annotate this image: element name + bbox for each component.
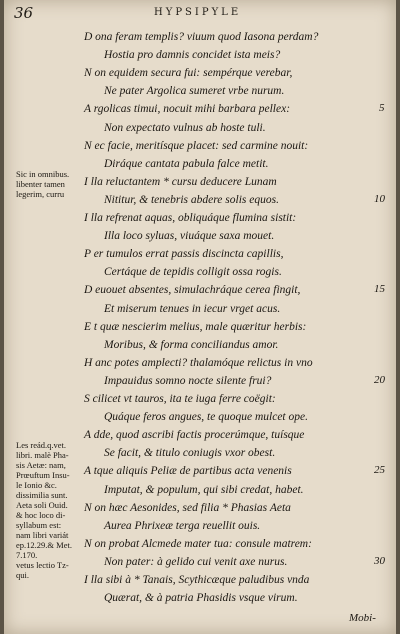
margin-note-line: syllabum est: (16, 520, 62, 531)
verse-line: Et miserum tenues in iecur vrget acus. (104, 302, 281, 315)
verse-line: A tque aliquis Peliæ de partibus acta venenis (84, 465, 292, 478)
margin-note-line: dissimilia sunt. (16, 490, 68, 501)
page-header (4, 4, 396, 22)
verse-line: Moribus, & forma conciliandus amor. (104, 338, 279, 351)
margin-note (16, 169, 86, 199)
line-number: 25 (374, 464, 385, 477)
margin-note-line: sis Aetæ: nam, (16, 460, 66, 471)
line-number: 10 (374, 192, 385, 205)
margin-note-line: Aeta soli Ouid. (16, 500, 68, 511)
margin-note-line: Sic in omnibus. (16, 168, 70, 179)
book-page (4, 0, 396, 634)
verse-line: Quáque feros angues, te quoque mulcet ope. (104, 411, 308, 424)
line-number: 15 (374, 283, 385, 296)
verse-line: N on hæc Aesonides, sed filia * Phasias Aeta (84, 501, 291, 514)
page-number: 36 (14, 4, 34, 22)
verse-line: Imputat, & populum, qui sibi credat, habet. (104, 483, 304, 496)
margin-note-line: le Ionio &c. (16, 480, 57, 491)
verse-line: Nititur, & tenebris abdere solis equos. (104, 193, 279, 206)
margin-note (16, 440, 86, 580)
verse-line: S cilicet vt tauros, ita te iuga ferre coëgit: (84, 393, 276, 405)
verse-line: A rgolicas timui, nocuit mihi barbara pellex: (84, 103, 291, 116)
margin-note-line: legerim, curru (16, 188, 65, 199)
verse-line: N ec facie, meritísque placet: sed carmine nouit: (84, 139, 309, 152)
verse-line: D euouet absentes, simulachráque cerea fingit, (84, 284, 301, 297)
margin-note-line: qui. (16, 570, 29, 581)
line-number: 20 (374, 373, 385, 386)
verse-line: Impauidus somno nocte silente frui? (104, 374, 272, 387)
verse-line: Non pater: à gelido cui venit axe nurus. (104, 555, 288, 568)
verse-line: Certáque de tepidis colligit ossa rogis. (104, 266, 282, 279)
verse-line: I lla refrenat aquas, obliquáque flumina sistit: (84, 212, 297, 224)
margin-note-line: vetus lectio Tz- (16, 560, 69, 571)
margin-note-line: 7.170. (16, 550, 38, 561)
verse-line: A dde, quod ascribi factis procerúmque, tuísque (84, 429, 305, 442)
verse-line: Hostia pro damnis concidet ista meis? (104, 49, 281, 62)
verse-line: Quærat, & à patria Phasidis vsque virum. (104, 592, 298, 605)
verse-line: Diráque cantata pabula falce metit. (104, 157, 269, 170)
margin-note-line: ep.12.29.& Met. (16, 540, 72, 551)
verse-line: N on probat Alcmede mater tua: consule matrem: (84, 537, 312, 550)
verse-line: Illa loco syluas, viuáque saxa mouet. (104, 230, 275, 243)
verse-line: I lla sibi à * Tanais, Scythicæque paludibus vnda (84, 574, 310, 586)
margin-note-line: Prœuftum Insu- (16, 470, 70, 481)
verse-line: E t quæ nescierim melius, male quæritur herbis: (84, 320, 307, 333)
line-number: 5 (379, 102, 385, 115)
catchword: Mobi- (349, 612, 376, 624)
verse-line: I lla reluctantem * cursu deducere Lunam (84, 175, 277, 188)
verse-line: P er tumulos errat passis discincta capillis, (84, 248, 284, 261)
verse-line: Ne pater Argolica sumeret vrbe nurum. (104, 85, 285, 98)
verse-line: D ona feram templis? viuum quod Iasona perdam? (84, 31, 319, 43)
margin-note-line: nam libri variát (16, 530, 69, 541)
margin-note-line: libenter tamen (16, 178, 65, 189)
verse-line: Non expectato vulnus ab hoste tuli. (104, 121, 266, 134)
margin-note-line: & hoc loco di- (16, 510, 66, 521)
verse-line: Se facit, & titulo coniugis vxor obest. (104, 447, 276, 460)
line-number: 30 (374, 554, 385, 567)
running-title: HYPSIPYLE (154, 7, 242, 18)
verse-line: Aurea Phrixeæ terga reuellit ouis. (104, 519, 261, 532)
verse-line: H anc potes amplecti? thalamóque relictus in vno (84, 356, 313, 369)
verse-line: N on equidem secura fui: sempérque verebar, (84, 67, 293, 80)
margin-note-line: libri. malè Pha- (16, 450, 69, 461)
margin-note-line: Les reád.q.vet. (16, 440, 67, 451)
